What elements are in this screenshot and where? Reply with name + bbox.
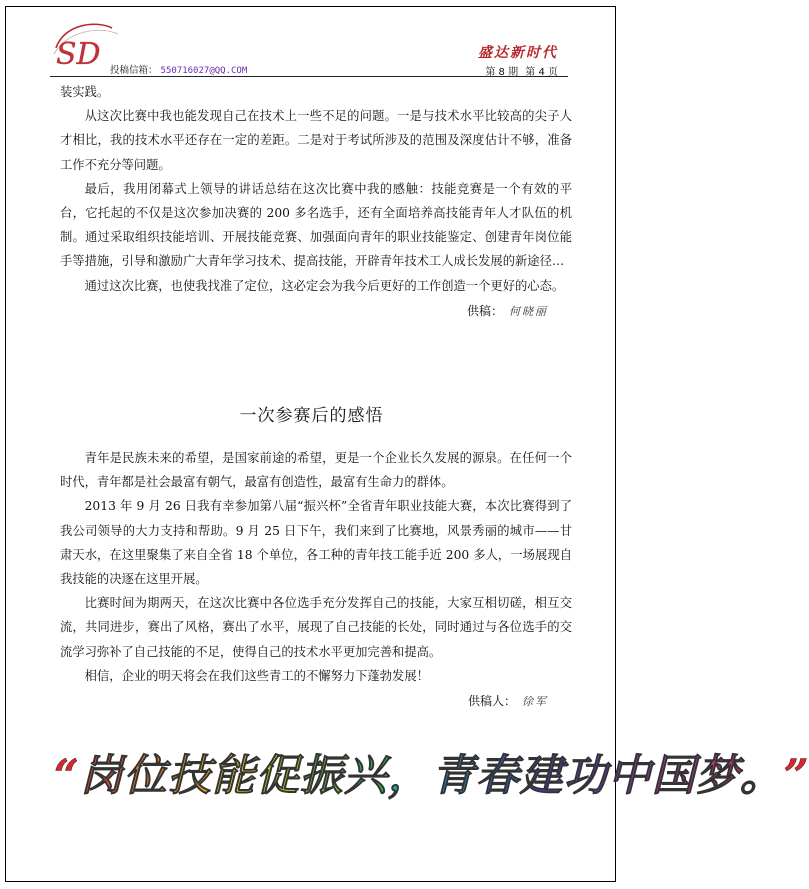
article-2-paragraph: 比赛时间为期两天，在这次比赛中各位选手充分发挥自己的技能，大家互相切磋，相互交流，共同进步，赛出了风格，赛出了水平，展现了自己技能的长处，同时通过与各位选手的交流学习弥补了自己技能的不足，使得自己的技术水平更加完善和提高。 (60, 596, 572, 659)
logo-text: SD (56, 37, 101, 72)
header-divider (50, 76, 568, 77)
article-2-paragraph: 青年是民族未来的希望，是国家前途的希望，更是一个企业长久发展的源泉。在任何一个时代，青年都是社会最富有朝气，最富有创造性，最富有生命力的群体。 (60, 451, 572, 490)
slogan-char: 促 (255, 751, 300, 801)
credit-label: 供稿： (466, 303, 503, 318)
slogan-char: 梦 (695, 751, 740, 801)
slogan-char: ” (783, 751, 809, 801)
slogan-char: “ (54, 751, 80, 801)
article-2-credit (60, 688, 548, 714)
credit-label: 供稿人： (467, 694, 516, 709)
credit-author: 何晓丽 (509, 304, 548, 318)
slogan-char: 振 (299, 751, 344, 801)
mailbox-label: 投稿信箱： (110, 65, 158, 76)
article-1-paragraph: 通过这次比赛，也使我找准了定位，这必定会为我今后更好的工作创造一个更好的心态。 (84, 278, 565, 293)
article-2-title: 一次参赛后的感悟 (239, 406, 384, 426)
article-2-paragraph: 2013 年 9 月 26 日我有幸参加第八届“振兴杯”全省青年职业技能大赛，本次比赛得到了我公司领导的大力支持和帮助。9 月 25 日下午，我们来到了比赛地，风景秀丽的城市——甘肃天水，在这里聚集了来自全省 18 个单位，各工种的青年技工能手近 200 多人，一场展现自我技能的决逐在这里开展。 (60, 499, 572, 587)
page-header (50, 18, 570, 76)
slogan-char: ， (387, 751, 432, 801)
article-1-paragraph: 从这次比赛中我也能发现自己在技术上一些不足的问题。一是与技术水平比较高的尖子人才相比，我的技术水平还存在一定的差距。二是对于考试所涉及的范围及深度估计不够，准备工作不充分等问题。 (60, 109, 572, 172)
mailbox-email[interactable]: 550716027@QQ.COM (160, 66, 248, 76)
slogan-char: 岗 (79, 751, 124, 801)
slogan-char: 功 (563, 751, 608, 801)
newsletter-title: 盛达新时代 (478, 45, 558, 61)
article-1-credit (60, 298, 548, 324)
submission-mailbox (110, 62, 247, 76)
article-2-paragraph: 相信，企业的明天将会在我们这些青工的不懈努力下蓬勃发展！ (84, 668, 429, 683)
slogan-char: 中 (607, 751, 652, 801)
credit-author: 徐军 (522, 695, 548, 709)
slogan-banner (54, 742, 809, 827)
slogan-char: 兴 (343, 751, 388, 801)
slogan-char: 青 (431, 751, 476, 801)
article-2 (60, 446, 572, 714)
slogan-char: 建 (519, 751, 564, 801)
slogan-char: 国 (651, 751, 696, 801)
page-number: 第 4 页 (525, 67, 558, 78)
slogan-char: 能 (211, 751, 256, 801)
slogan-char: 技 (167, 751, 212, 801)
slogan-char: 位 (123, 751, 168, 801)
article-1-paragraph: 最后，我用闭幕式上领导的讲话总结在这次比赛中我的感触：技能竞赛是一个有效的平台，它托起的不仅是这次参加决赛的 200 多名选手，还有全面培养高技能青年人才队伍的机制。通过采取组织技能培训、开展技能竞赛、加强面向青年的职业技能鉴定、创建青年岗位能手等措施，引导和激励广大青年学习技术、提高技能，开辟青年技术工人成长发展的新途径… (60, 181, 572, 269)
article-1-paragraph: 装实践。 (60, 85, 110, 99)
slogan-char: 。 (739, 751, 784, 801)
article-1 (60, 80, 572, 324)
issue-number: 第 8 期 (485, 67, 519, 78)
slogan-char: 春 (475, 751, 520, 801)
